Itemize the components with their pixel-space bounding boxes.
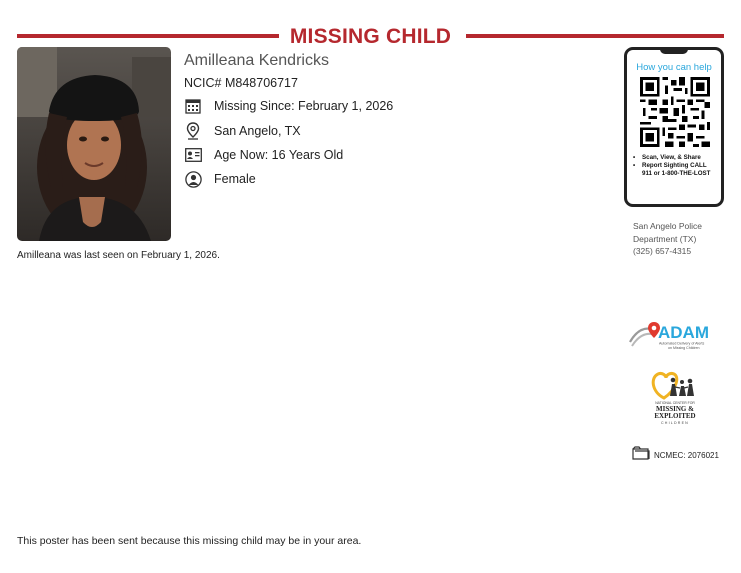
folder-icon — [632, 446, 650, 465]
help-title: How you can help — [636, 62, 712, 73]
adam-wordmark: ADAM — [658, 323, 709, 342]
agency-contact — [633, 220, 702, 258]
id-card-icon — [184, 146, 202, 164]
help-list — [633, 154, 717, 178]
phone-notch — [660, 47, 688, 54]
case-number: NCMEC: 2076021 — [654, 451, 719, 460]
svg-text:on Missing Children: on Missing Children — [668, 346, 700, 350]
poster-header — [17, 25, 724, 47]
missing-since-row — [184, 96, 394, 116]
location: San Angelo, TX — [214, 124, 301, 138]
person-icon — [184, 170, 202, 188]
ncic-number: NCIC# M848706717 — [184, 76, 298, 90]
case-number-row — [632, 446, 719, 465]
agency-line: San Angelo Police — [633, 221, 702, 231]
location-pin-icon — [184, 122, 202, 140]
sex-row — [184, 169, 256, 189]
adam-logo — [628, 318, 718, 354]
last-seen-text: Amilleana was last seen on February 1, 2026. — [17, 250, 220, 261]
sex: Female — [214, 172, 256, 186]
location-row — [184, 121, 301, 141]
missing-since: Missing Since: February 1, 2026 — [214, 99, 394, 113]
poster-title: MISSING CHILD — [289, 25, 452, 48]
ncmec-logo — [646, 368, 704, 430]
help-card — [624, 47, 724, 207]
child-name: Amilleana Kendricks — [184, 52, 329, 69]
ncmec-line: NATIONAL CENTER FOR — [655, 401, 695, 405]
child-photo — [17, 47, 171, 241]
footer-note: This poster has been sent because this missing child may be in your area. — [17, 535, 362, 547]
svg-text:Automated Delivery of Alerts: Automated Delivery of Alerts — [659, 341, 705, 346]
ncmec-line: CHILDREN — [661, 421, 689, 425]
help-item: • Scan, View, & Share — [633, 154, 717, 162]
age-row — [184, 145, 344, 165]
ncmec-line: MISSING & — [656, 405, 694, 413]
ncmec-line: EXPLOITED — [654, 412, 696, 420]
agency-phone[interactable]: (325) 657-4315 — [633, 246, 692, 256]
age-now: Age Now: 16 Years Old — [214, 148, 344, 162]
qr-code[interactable] — [640, 77, 710, 147]
calendar-icon — [184, 97, 202, 115]
agency-line: Department (TX) — [633, 233, 697, 244]
help-item: • Report Sighting CALL 911 or 1-800-THE-LOST — [633, 162, 717, 178]
